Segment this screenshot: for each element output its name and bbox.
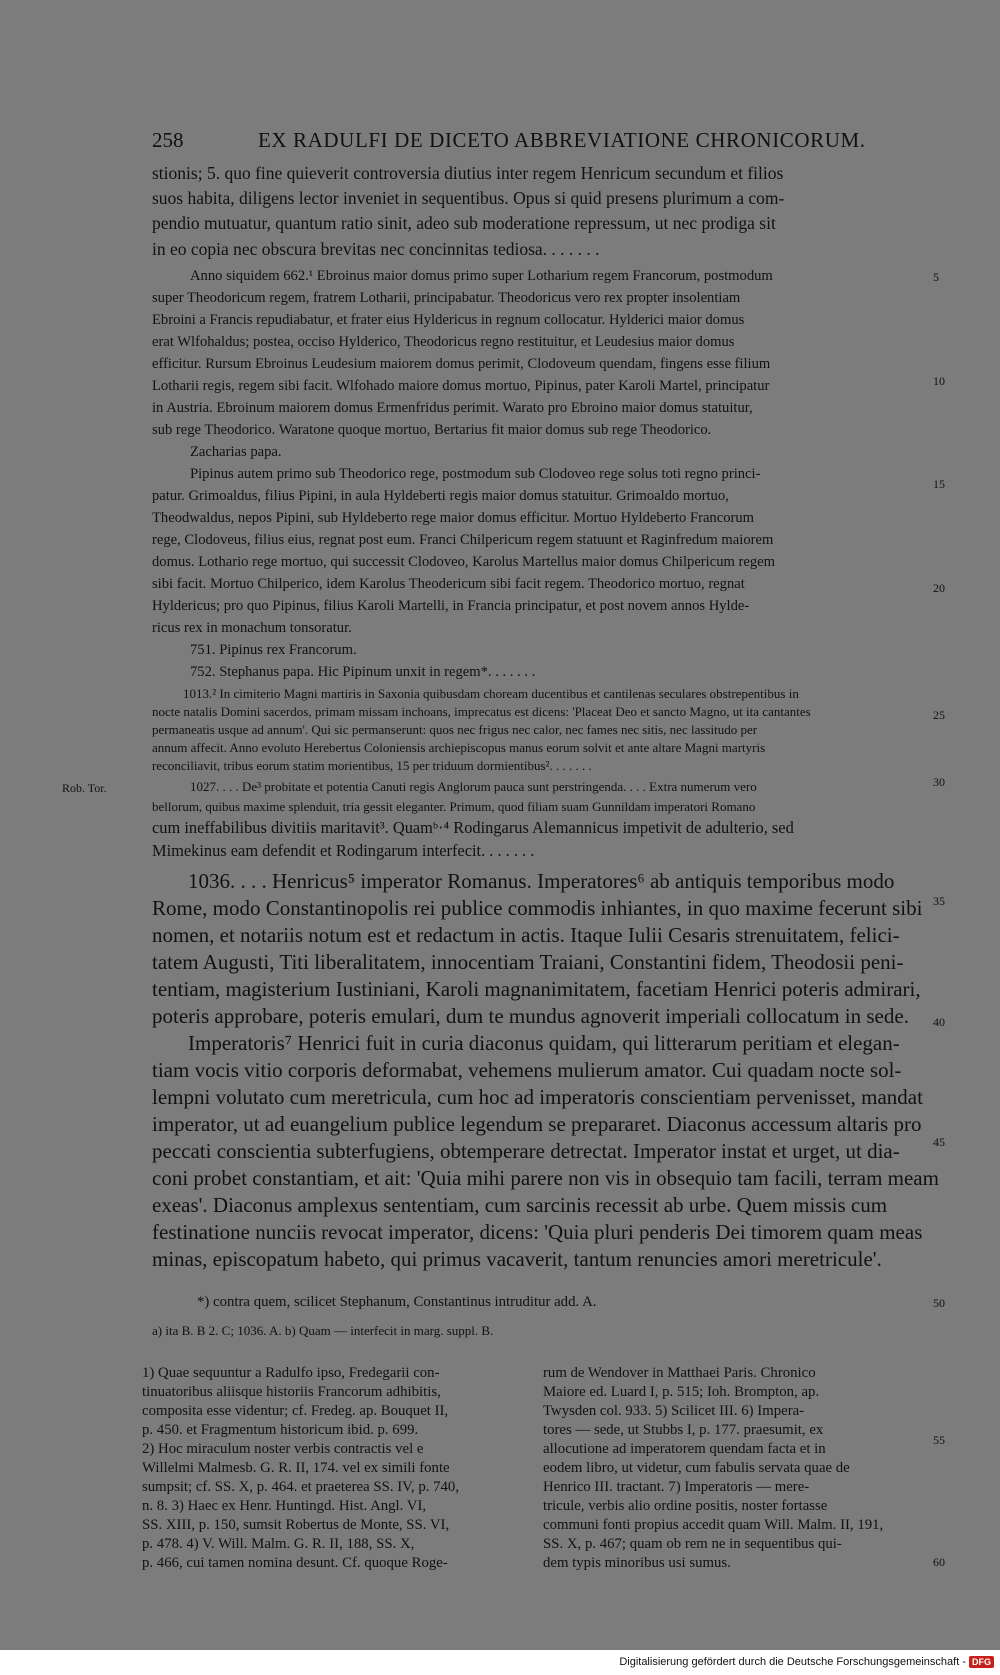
text-line: nomen, et notariis notum est et redactum in actis. Itaque Iulii Cesaris strenuitatem, felici- (152, 923, 900, 947)
line-number: 25 (933, 708, 945, 722)
footnote-line: communi fonti propius accedit quam Will. Malm. II, 191, (543, 1517, 884, 1533)
text-line: pendio mutuatur, quantum ratio sinit, adeo sub moderatione repressum, ut nec prodiga sit (152, 213, 776, 233)
text-line: minas, episcopatum habeto, qui primus vacaverit, tantum renuncies amori meretricule'. (152, 1247, 882, 1271)
line-number: 30 (933, 775, 945, 789)
footnote-line: n. 8. 3) Haec ex Henr. Huntingd. Hist. Angl. VI, (142, 1498, 427, 1514)
line-number: 15 (933, 477, 945, 491)
text-line: suos habita, diligens lector inveniet in sequentibus. Opus si quid presens plurimum a com- (152, 188, 785, 208)
text-line: tiam vocis vitio corporis deformabat, vehemens mulierum amator. Cui quadam nocte sol- (152, 1058, 902, 1082)
footnote-line: p. 466, cui tamen nomina desunt. Cf. quoque Roge- (142, 1555, 448, 1571)
footnote-line: tores — sede, ut Stubbs I, p. 177. praesumit, ex (543, 1422, 824, 1438)
text-line: erat Wlfohaldus; postea, occiso Hylderico, Theodoricus regno restituitur, et Leudesius maior domus (152, 334, 735, 350)
text-line: 1027. . . . De³ probitate et potentia Canuti regis Anglorum pauca sunt perstringenda. . . . Extra numerum vero (190, 779, 757, 794)
text-line: 752. Stephanus papa. Hic Pipinum unxit in regem*. . . . . . . (190, 664, 536, 680)
text-line: Pipinus autem primo sub Theodorico rege, postmodum sub Clodoveo rege solus toti regno princi- (190, 466, 761, 482)
text-line: coni probet constantiam, et ait: 'Quia mihi parere non vis in obsequio tam facili, terram meam (152, 1166, 939, 1190)
text-line: ricus rex in monachum tonsoratur. (152, 620, 352, 636)
text-line: 1036. . . . Henricus⁵ imperator Romanus. Imperatores⁶ ab antiquis temporibus modo (188, 869, 895, 893)
line-number: 40 (933, 1015, 945, 1029)
line-number: 55 (933, 1433, 945, 1447)
text-line: rege, Clodoveus, filius eius, regnat post eum. Franci Chilpericum regem statuunt et Raginfredum maiorem (152, 532, 774, 548)
text-line: efficitur. Rursum Ebroinus Leudesium maiorem domus perimit, Clodoveum quendam, fingens esse filium (152, 356, 771, 372)
text-line: imperator, ut ad euangelium publice legendum se prepararet. Diaconus accessum altaris pro (152, 1112, 922, 1136)
footnote-line: Willelmi Malmesb. G. R. II, 174. vel ex simili fonte (142, 1460, 450, 1476)
text-line: super Theodoricum regem, fratrem Lotharii, principabatur. Theodoricus vero rex propter insolentiam (152, 290, 741, 306)
line-number: 35 (933, 894, 945, 908)
footnote-line: tricule, verbis alio ordine positis, noster fortasse (543, 1498, 828, 1514)
credit-text: Digitalisierung gefördert durch die Deutsche Forschungsgemeinschaft - (619, 1656, 966, 1668)
line-number: 5 (933, 270, 939, 284)
footnote-line: SS. XIII, p. 150, sumsit Robertus de Monte, SS. VI, (142, 1517, 450, 1533)
text-line: Anno siquidem 662.¹ Ebroinus maior domus primo super Lotharium regem Francorum, postmodum (190, 268, 773, 284)
text-line: bellorum, quibus maxime splenduit, tria gessit eleganter. Primum, quod filiam suam Gunnildam imperatori Romano (152, 799, 756, 814)
footnote-line: eodem libro, ut videtur, cum fabulis servata quae de (543, 1460, 850, 1476)
footnote-line: composita esse videntur; cf. Fredeg. ap. Bouquet II, (142, 1403, 449, 1419)
text-line: Theodwaldus, nepos Pipini, sub Hyldeberto rege maior domus efficitur. Mortuo Hyldeberto Francorum (152, 510, 755, 526)
dfg-logo: DFG (969, 1656, 994, 1668)
footnote-line: allocutione ad imperatorem quendam facta et in (543, 1441, 826, 1457)
line-number: 20 (933, 581, 945, 595)
footnote-line: tinuatoribus aliisque historiis Francorum adhibitis, (142, 1384, 441, 1400)
text-line: Imperatoris⁷ Henrici fuit in curia diaconus quidam, qui litterarum peritiam et elegan- (188, 1031, 900, 1055)
footnote-line: 1) Quae sequuntur a Radulfo ipso, Fredegarii con- (142, 1365, 440, 1381)
page-number: 258 (152, 128, 184, 152)
text-line: cum ineffabilibus divitiis maritavit³. Quamᵇ·⁴ Rodingarus Alemannicus impetivit de adulterio, sed (152, 818, 794, 837)
text-line: permaneatis usque ad annum'. Qui sic permanserunt: quos nec frigus nec calor, nec fames nec sitis, nec lassitudo per (152, 722, 758, 737)
text-line: festinatione nunciis revocat imperator, dicens: 'Quia pluri penderis Dei timorem quam meas (152, 1220, 923, 1244)
line-number: 50 (933, 1296, 945, 1310)
text-line: Ebroini a Francis repudiabatur, et frater eius Hyldericus in regnum collocatur. Hylderici maior domus (152, 312, 745, 328)
text-line: Hyldericus; pro quo Pipinus, filius Karoli Martelli, in Francia principatur, et post novem annos Hylde- (152, 598, 750, 614)
text-line: Rome, modo Constantinopolis rei publice commodis inhiantes, in quo maxime fecerunt sibi (152, 896, 923, 920)
text-line: Mimekinus eam defendit et Rodingarum interfecit. . . . . . . (152, 841, 535, 860)
running-title: EX RADULFI DE DICETO ABBREVIATIONE CHRONICORUM. (258, 128, 866, 152)
text-line: stionis; 5. quo fine quieverit controversia diutius inter regem Henricum secundum et filios (152, 163, 784, 183)
text-line: annum affecit. Anno evoluto Herebertus Coloniensis archiepiscopus manus eorum solvit et ante altare Magni martyris (152, 740, 766, 755)
text-line: exeas'. Diaconus amplexus sententiam, cum sarcinis recessit ab urbe. Quem missis cum (152, 1193, 888, 1217)
line-number: 45 (933, 1135, 945, 1149)
variant-apparatus: a) ita B. B 2. C; 1036. A. b) Quam — interfecit in marg. suppl. B. (152, 1323, 494, 1338)
marginal-source-note: Rob. Tor. (62, 781, 107, 795)
text-line: sub rege Theodorico. Waratone quoque mortuo, Bertarius fit maior domus sub rege Theodorico. (152, 422, 712, 438)
text-line: reconciliavit, tribus eorum statim morientibus, 15 per triduum dormientibus². . . . . . . (152, 758, 592, 773)
text-line: 1013.² In cimiterio Magni martiris in Saxonia quibusdam choream ducentibus et cantilenas seculares obstrepentibus in (183, 686, 799, 701)
footnote-line: 2) Hoc miraculum noster verbis contractis vel e (142, 1441, 424, 1457)
digitization-credit (619, 1656, 994, 1668)
text-line: in eo copia nec obscura brevitas nec concinnitas tediosa. . . . . . . (152, 239, 600, 259)
text-line: tatem Augusti, Titi liberalitatem, innocentiam Traiani, Constantini fidem, Theodosii peni- (152, 950, 904, 974)
text-line: domus. Lothario rege mortuo, qui successit Clodoveo, Karolus Martellus maior domus Chilpericum regem (152, 554, 775, 570)
text-line: tentiam, magisterium Iustiniani, Karoli magnanimitatem, facetiam Henrici poteris admirari, (152, 977, 921, 1001)
footnote-line: Henrico III. tractant. 7) Imperatoris — mere- (543, 1479, 810, 1495)
footnote-line: Twysden col. 933. 5) Scilicet III. 6) Impera- (543, 1403, 805, 1419)
asterisk-footnote: *) contra quem, scilicet Stephanum, Constantinus intruditur add. A. (197, 1294, 597, 1310)
text-line: 751. Pipinus rex Francorum. (190, 642, 357, 658)
footnote-line: rum de Wendover in Matthaei Paris. Chronico (543, 1365, 816, 1381)
footnote-line: Maiore ed. Luard I, p. 515; Ioh. Brompton, ap. (543, 1384, 820, 1400)
text-line: poteris approbare, poteris emulari, dum te mundus agnoverit imperiali collocatum in sede. (152, 1004, 909, 1028)
footnote-line: sumpsit; cf. SS. X, p. 464. et praeterea SS. IV, p. 740, (142, 1479, 460, 1495)
text-line: in Austria. Ebroinum maiorem domus Ermenfridus perimit. Warato pro Ebroino maior domus statuitur, (152, 400, 753, 416)
footnote-line: p. 478. 4) V. Will. Malm. G. R. II, 188, SS. X, (142, 1536, 415, 1552)
footnote-line: dem typis minoribus usi sumus. (543, 1555, 731, 1571)
text-line: nocte natalis Domini sacerdos, primam missam inchoans, imprecatus est dicens: 'Placeat Deo et sancto Magno, ut ita cantantes (152, 704, 811, 719)
line-number: 60 (933, 1555, 945, 1569)
text-line: patur. Grimoaldus, filius Pipini, in aula Hyldeberti regis maior domus statuitur. Grimoaldo mortuo, (152, 488, 729, 504)
text-line: sibi facit. Mortuo Chilperico, idem Karolus Theodericum sibi facit regem. Theodorico mortuo, regnat (152, 576, 745, 592)
line-number: 10 (933, 374, 945, 388)
text-line: Zacharias papa. (190, 444, 282, 460)
text-line: lempni volutato cum meretricula, cum hoc ad imperatoris conscientiam pervenisset, mandat (152, 1085, 923, 1109)
text-line: peccati conscientia subterfugiens, obtemperare detrectat. Imperator instat et urget, ut dia- (152, 1139, 900, 1163)
footnote-line: p. 450. et Fragmentum historicum ibid. p. 699. (142, 1422, 419, 1438)
text-line: Lotharii regis, regem sibi facit. Wlfohado maiore domus mortuo, Pipinus, pater Karoli Martel, principatur (152, 378, 770, 394)
footnote-line: SS. X, p. 467; quam ob rem ne in sequentibus qui- (543, 1536, 842, 1552)
